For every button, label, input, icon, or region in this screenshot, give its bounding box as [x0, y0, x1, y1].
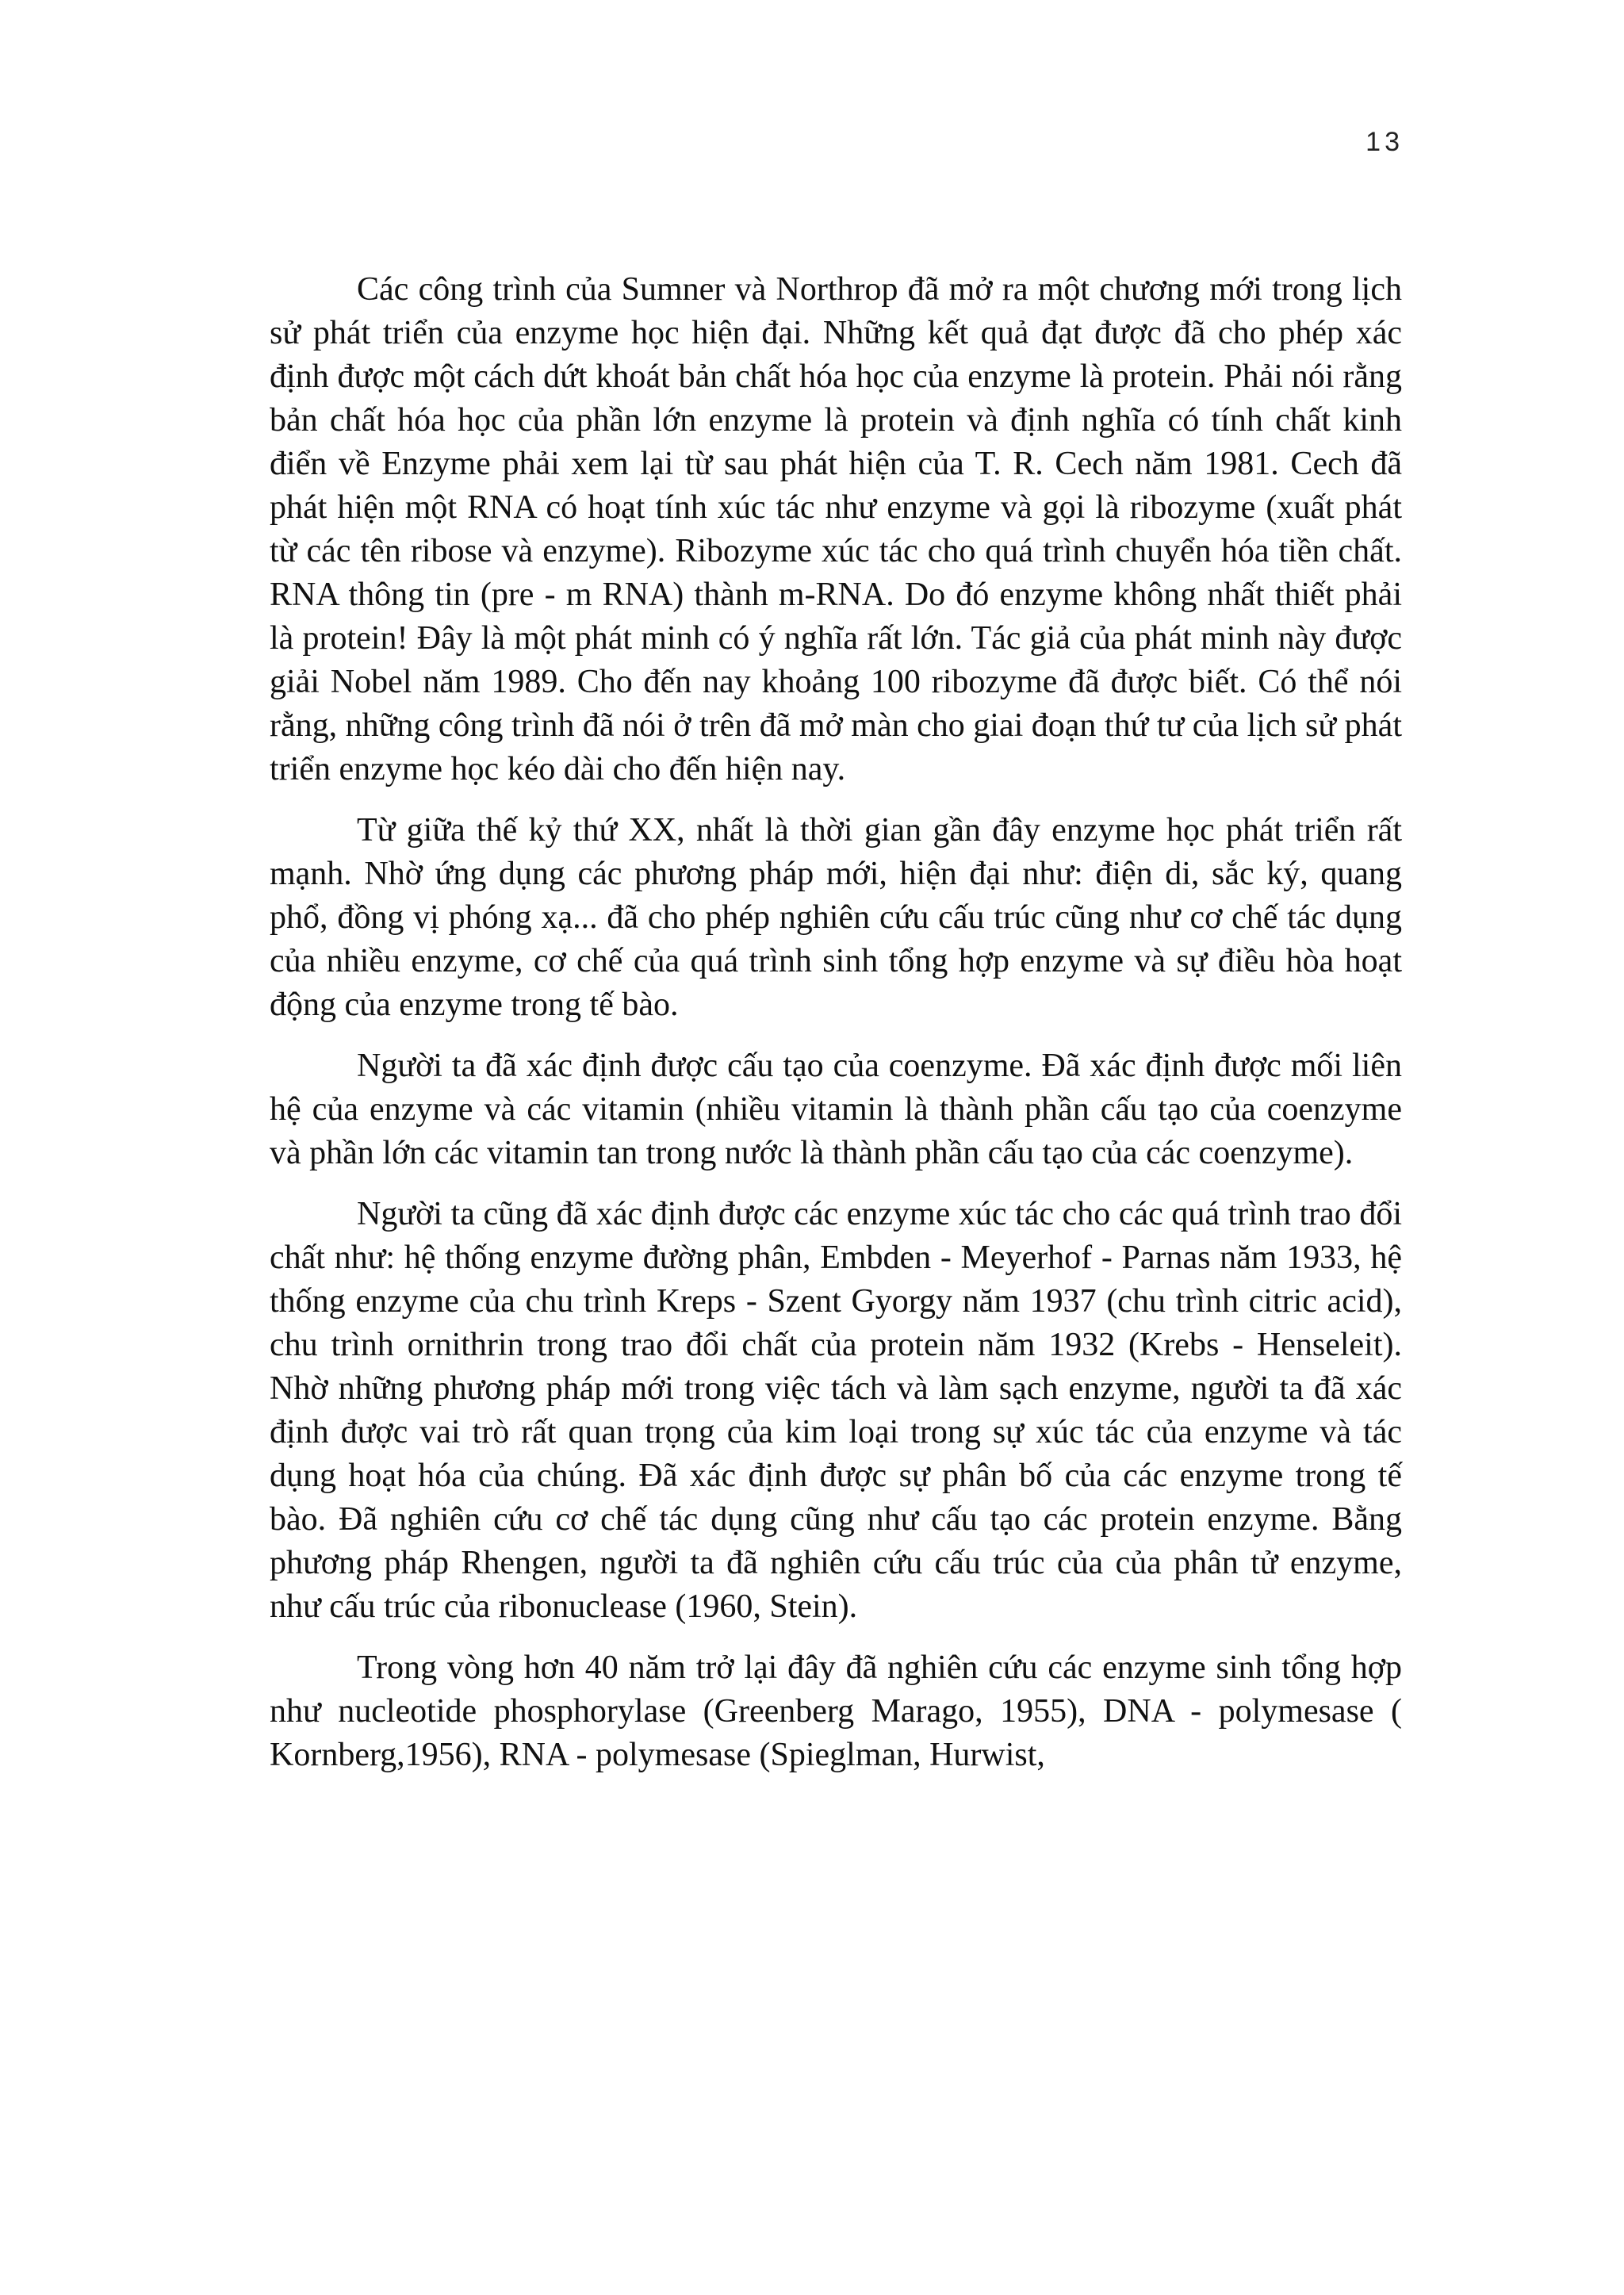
paragraph-1: Các công trình của Sumner và Northrop đã mở ra một chương mới trong lịch sử phát triển của enzyme học hiện đại. Những kết quả đạt được đã cho phép xác định được một cách dứt khoát bản chất hóa học của enzyme là protein. Phải nói rằng bản chất hóa học của phần lớn enzyme là protein và định nghĩa có tính chất kinh điển về Enzyme phải xem lại từ sau phát hiện của T. R. Cech năm 1981. Cech đã phát hiện một RNA có hoạt tính xúc tác như enzyme và gọi là ribozyme (xuất phát từ các tên ribose và enzyme). Ribozyme xúc tác cho quá trình chuyển hóa tiền chất. RNA thông tin (pre - m RNA) thành m-RNA. Do đó enzyme không nhất thiết phải là protein! Đây là một phát minh có ý nghĩa rất lớn. Tác giả của phát minh này được giải Nobel năm 1989. Cho đến nay khoảng 100 ribozyme đã được biết. Có thể nói rằng, những công trình đã nói ở trên đã mở màn cho giai đoạn thứ tư của lịch sử phát triển enzyme học kéo dài cho đến hiện nay. — [270, 271, 1402, 787]
paragraph-4: Người ta cũng đã xác định được các enzyme xúc tác cho các quá trình trao đổi chất như: hệ thống enzyme đường phân, Embden - Meyerhof - Parnas năm 1933, hệ thống enzyme của chu trình Kreps - Szent Gyorgy năm 1937 (chu trình citric acid), chu trình ornithrin trong trao đổi chất của protein năm 1932 (Krebs - Henseleit). Nhờ những phương pháp mới trong việc tách và làm sạch enzyme, người ta đã xác định được vai trò rất quan trọng của kim loại trong sự xúc tác của enzyme và tác dụng hoạt hóa của chúng. Đã xác định được sự phân bố của các enzyme trong tế bào. Đã nghiên cứu cơ chế tác dụng cũng như cấu tạo các protein enzyme. Bằng phương pháp Rhengen, người ta đã nghiên cứu cấu trúc của của phân tử enzyme, như cấu trúc của ribonuclease (1960, Stein). — [270, 1196, 1402, 1625]
paragraph-3: Người ta đã xác định được cấu tạo của coenzyme. Đã xác định được mối liên hệ của enzyme và các vitamin (nhiều vitamin là thành phần cấu tạo của coenzyme và phần lớn các vitamin tan trong nước là thành phần cấu tạo của các coenzyme). — [270, 1048, 1402, 1171]
paragraph-5: Trong vòng hơn 40 năm trở lại đây đã nghiên cứu các enzyme sinh tổng hợp như nucleotide phosphorylase (Greenberg Marago, 1955), DNA - polymesase ( Kornberg,1956), RNA - polymesase (Spieglman, Hurwist, — [270, 1649, 1402, 1773]
paragraph-2: Từ giữa thế kỷ thứ XX, nhất là thời gian gần đây enzyme học phát triển rất mạnh. Nhờ ứng dụng các phương pháp mới, hiện đại như: điện di, sắc ký, quang phổ, đồng vị phóng xạ... đã cho phép nghiên cứu cấu trúc cũng như cơ chế tác dụng của nhiều enzyme, cơ chế của quá trình sinh tổng hợp enzyme và sự điều hòa hoạt động của enzyme trong tế bào. — [270, 812, 1402, 1023]
page-number: 13 — [1365, 127, 1404, 157]
body-text — [270, 268, 1402, 1795]
